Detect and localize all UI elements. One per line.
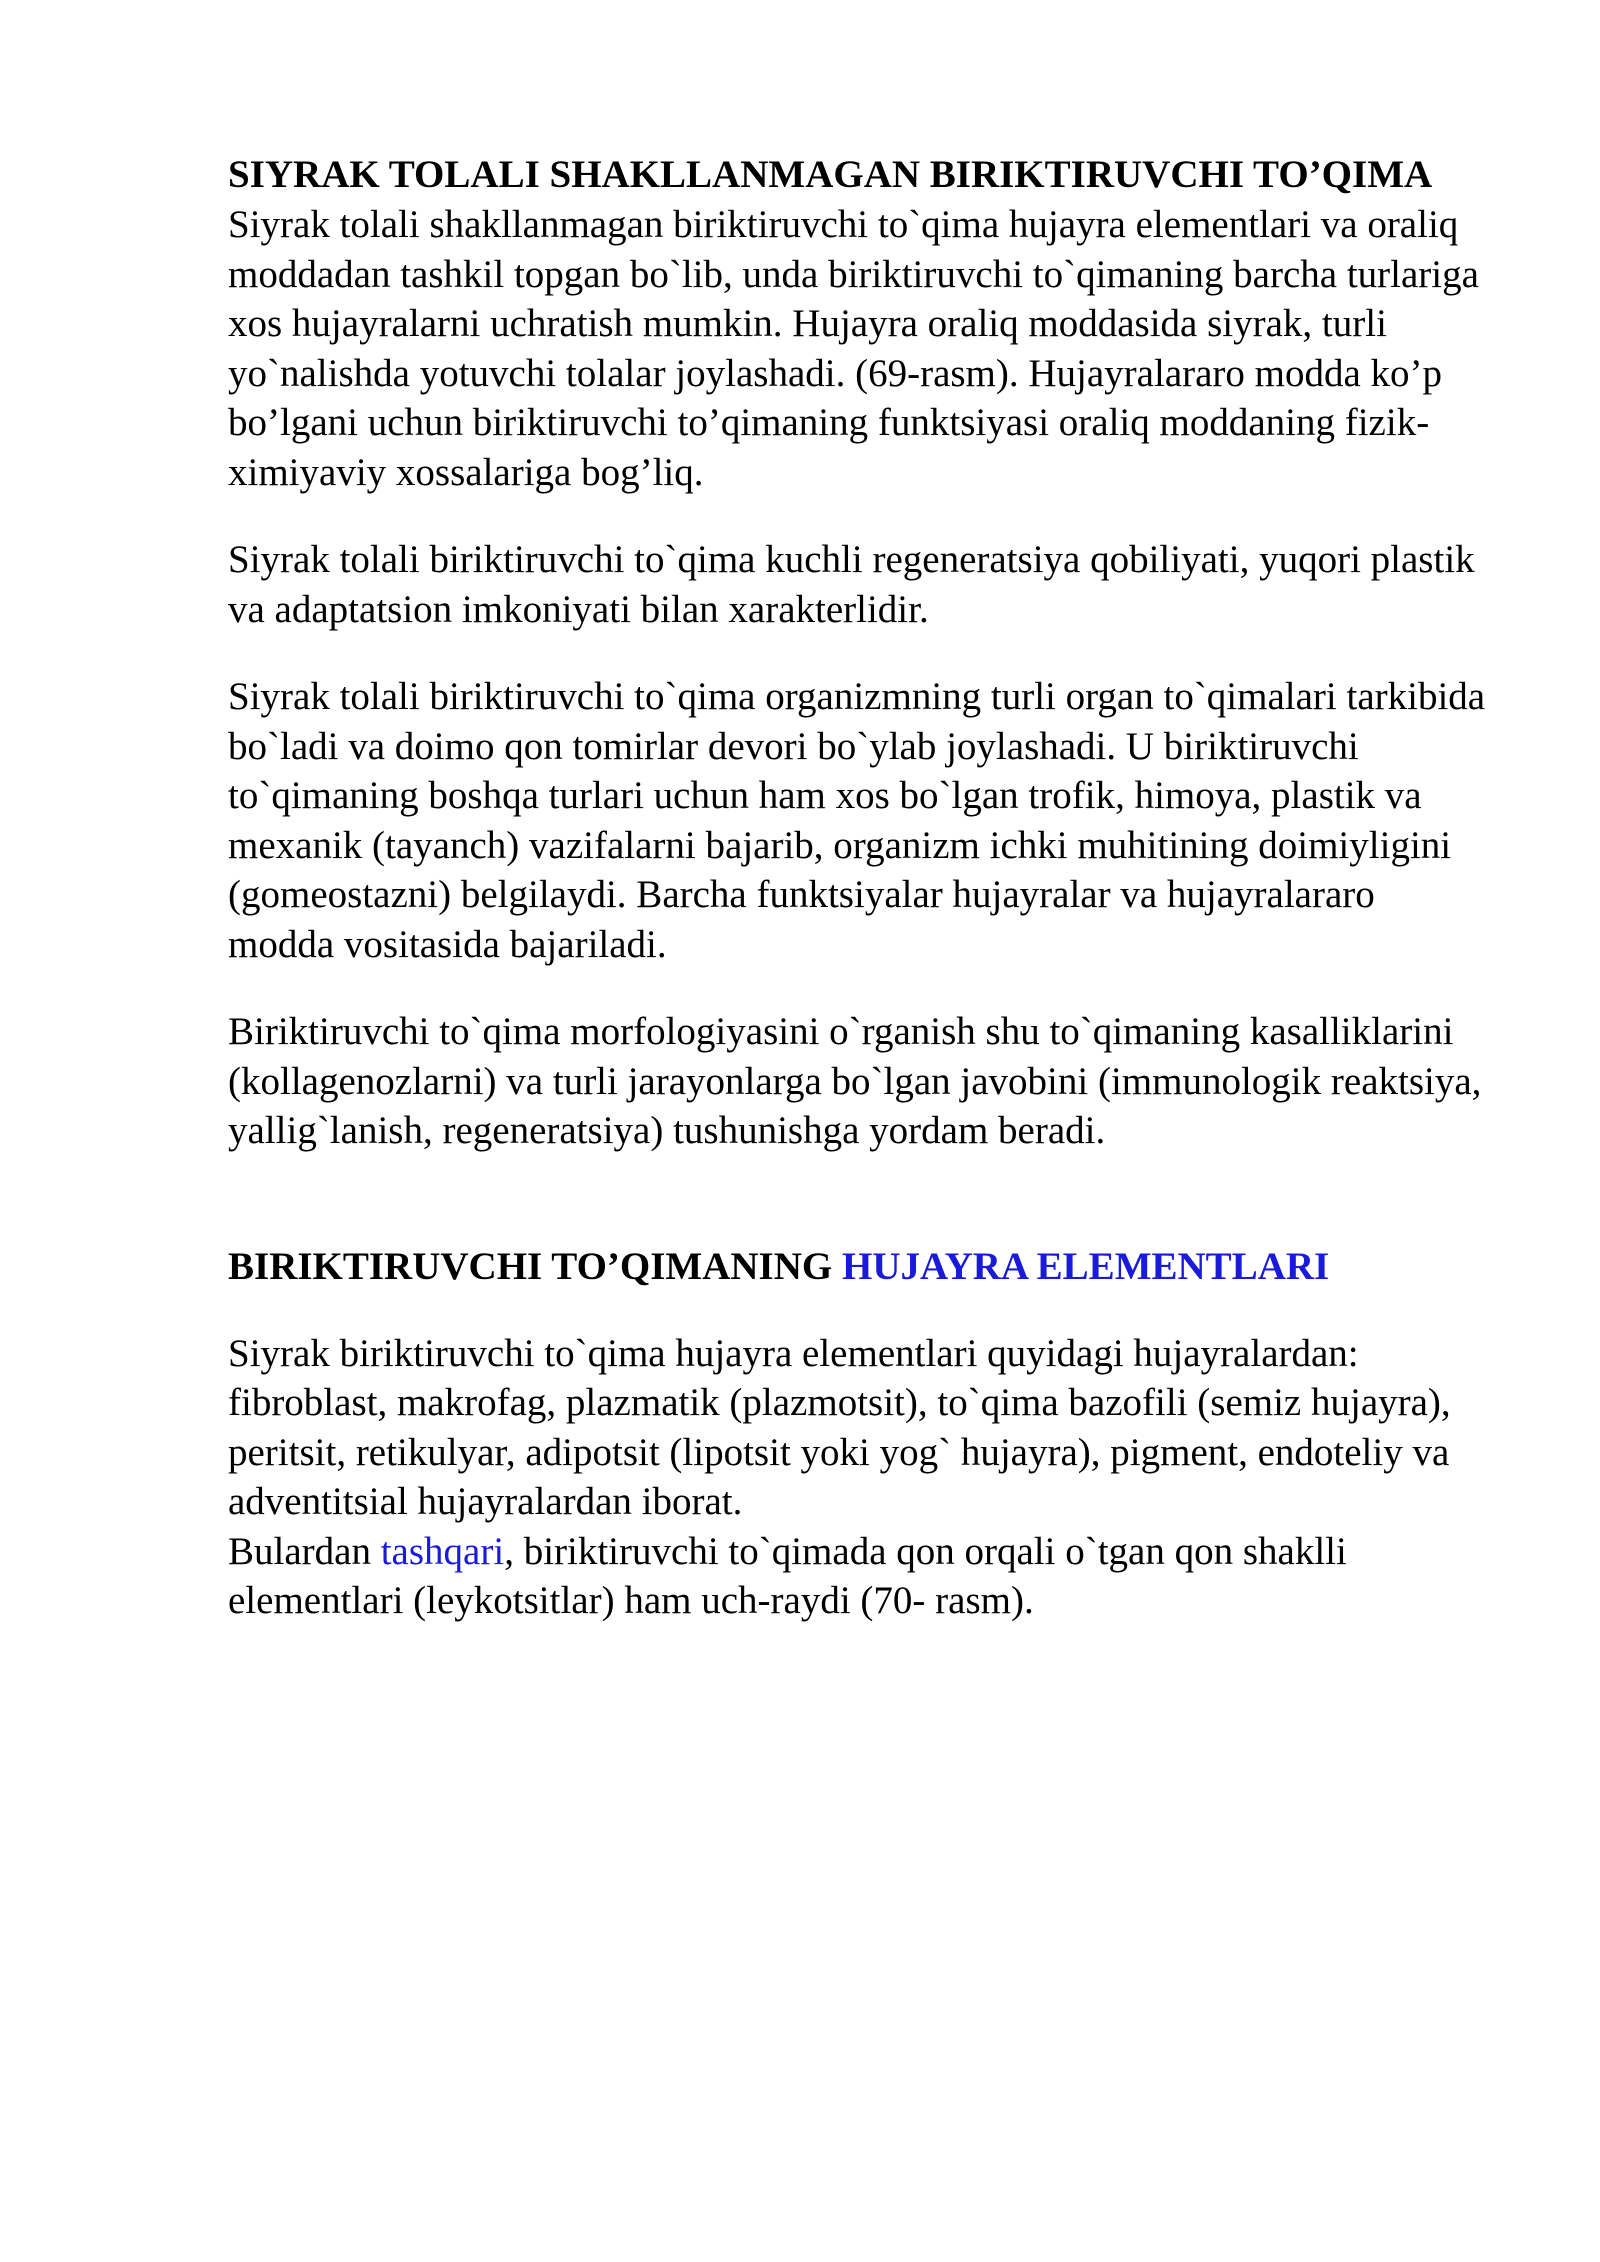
paragraph-spacer	[228, 497, 1488, 535]
paragraph-spacer	[228, 634, 1488, 672]
paragraph-blood-cells-end: , biriktiruvchi to`qimada qon orqali o`tgan qon shaklli elementlari (leykotsitlar) ham uch-raydi (70- rasm).	[228, 1529, 1347, 1622]
section-title-loose-connective-tissue: SIYRAK TOLALI SHAKLLANMAGAN BIRIKTIRUVCHI TO’QIMA	[228, 153, 1433, 196]
paragraph-spacer	[228, 969, 1488, 1007]
section-title-highlight: HUJAYRA ELEMENTLARI	[841, 1244, 1330, 1288]
section-title-cell-elements	[228, 1242, 1488, 1292]
paragraph-blood-cells	[228, 1527, 1488, 1626]
section-title-plain: BIRIKTIRUVCHI TO’QIMANING	[228, 1244, 842, 1288]
paragraph-functions: Siyrak tolali biriktiruvchi to`qima organizmning turli organ to`qimalari tarkibida bo`ladi va doimo qon tomirlar devori bo`ylab joylashadi. U biriktiruvchi to`qimaning boshqa turlari uchun ham xos bo`lgan trofik, himoya, plastik va mexanik (tayanch) vazifalarni bajarib, organizm ichki muhitining doimiyligini (gomeostazni) belgilaydi. Barcha funktsiyalar hujayralar va hujayralararo modda vositasida bajariladi.	[228, 675, 1486, 966]
paragraph-definition: Siyrak tolali shakllanmagan biriktiruvchi to`qima hujayra elementlari va oraliq moddadan tashkil topgan bo`lib, unda biriktiruvchi to`qimaning barcha turlariga xos hujayralarni uchratish mumkin. Hujayra oraliq moddasida siyrak, turli yo`nalishda yotuvchi tolalar joylashadi. (69-rasm). Hujayralararo modda ko’p bo’lgani uchun biriktiruvchi to’qimaning funktsiyasi oraliq moddaning fizik-ximiyaviy xossalariga bog’liq.	[228, 203, 1479, 494]
paragraph-blood-cells-start: Bulardan	[228, 1529, 381, 1573]
paragraph-spacer	[228, 1292, 1488, 1329]
tashqari-link[interactable]: tashqari	[380, 1529, 505, 1573]
section-spacer	[228, 1156, 1488, 1242]
paragraph-regeneration: Siyrak tolali biriktiruvchi to`qima kuchli regeneratsiya qobiliyati, yuqori plastik va adaptatsion imkoniyati bilan xarakterlidir.	[228, 538, 1475, 631]
paragraph-cell-list: Siyrak biriktiruvchi to`qima hujayra elementlari quyidagi hujayralardan: fibroblast, makrofag, plazmatik (plazmotsit), to`qima bazofili (semiz hujayra), peritsit, retikulyar, adipotsit (lipotsit yoki yog` hujayra), pigment, endoteliy va adventitsial hujayralardan iborat.	[228, 1331, 1451, 1523]
document-page	[228, 150, 1488, 1626]
paragraph-morphology: Biriktiruvchi to`qima morfologiyasini o`rganish shu to`qimaning kasalliklarini (kollagenozlarni) va turli jarayonlarga bo`lgan javobini (immunologik reaktsiya, yallig`lanish, regeneratsiya) tushunishga yordam beradi.	[228, 1010, 1482, 1152]
